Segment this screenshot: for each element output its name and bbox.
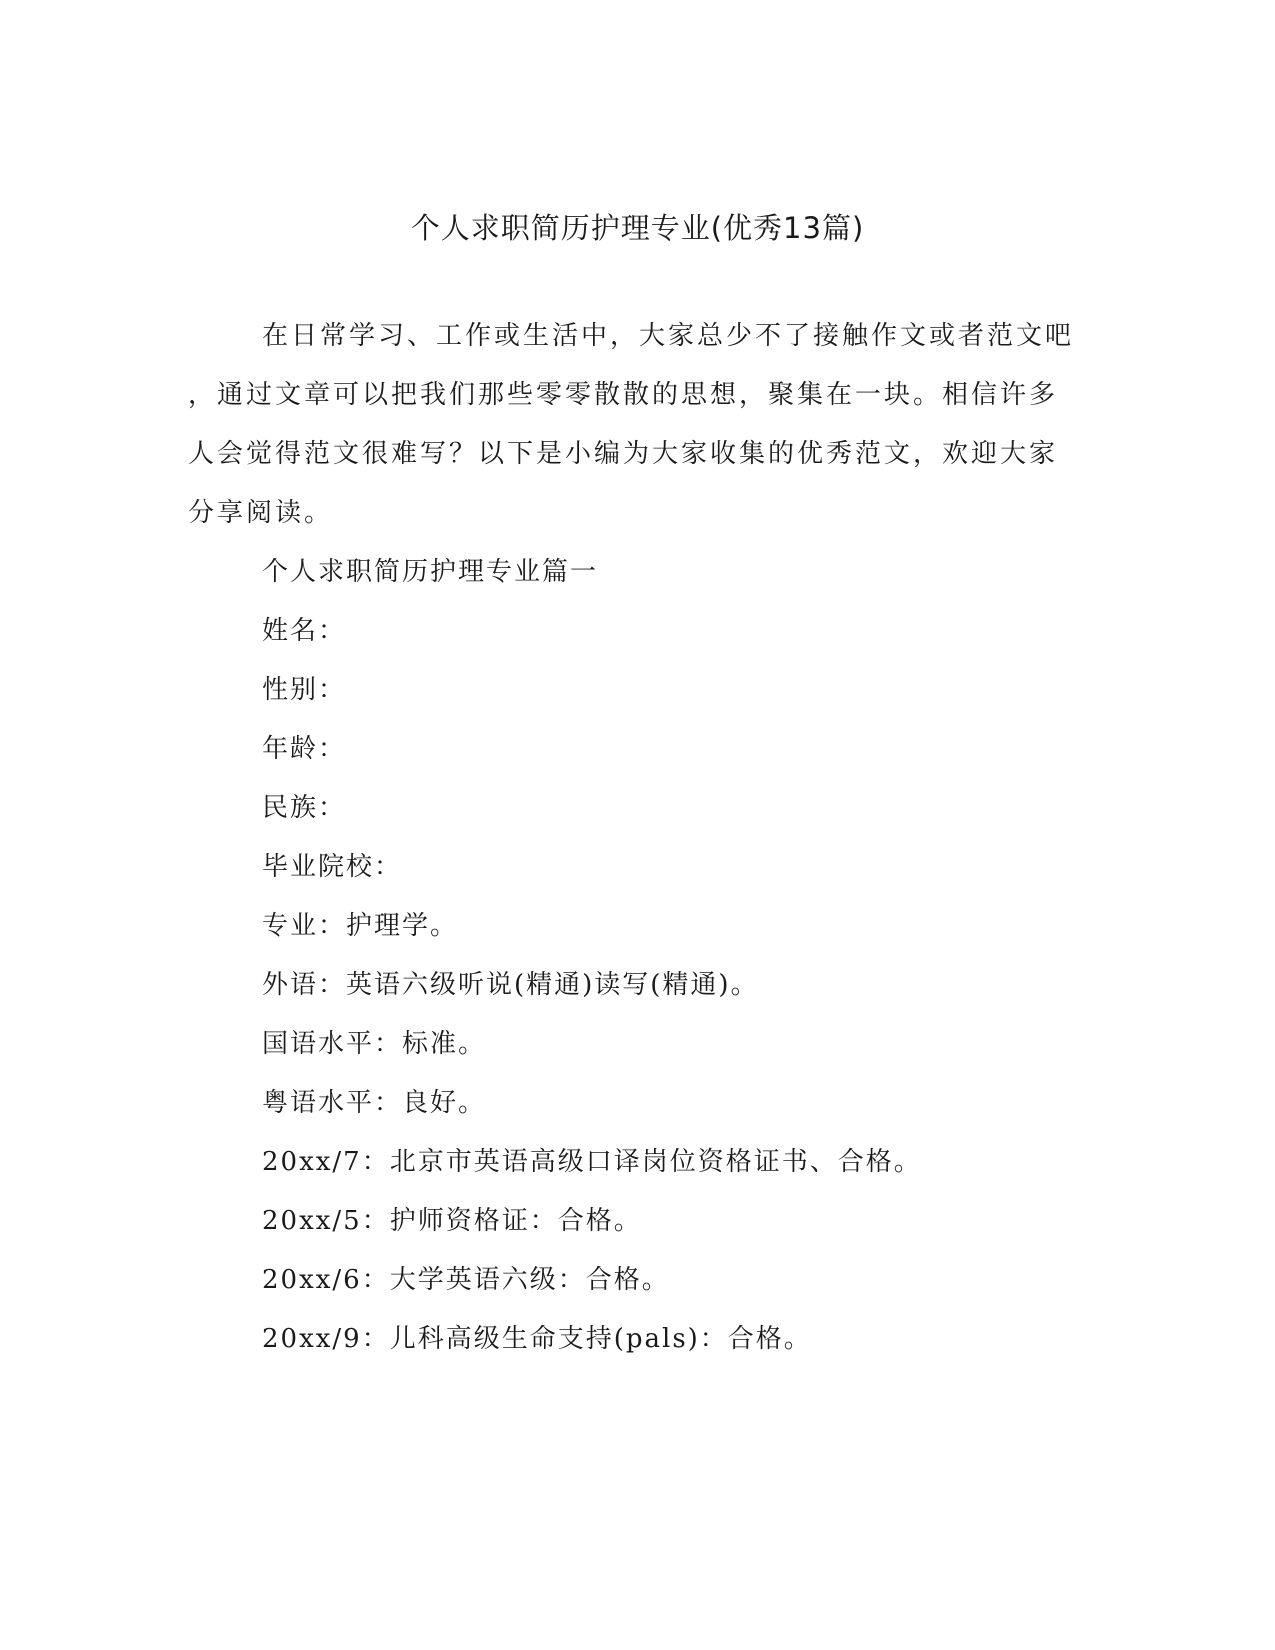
certificate-item: 20xx/9：儿科高级生命支持(pals)：合格。 [262,1324,812,1354]
field-cantonese: 粤语水平：良好。 [262,1088,487,1118]
intro-line: ，通过文章可以把我们那些零零散散的思想，聚集在一块。相信许多 [188,380,1059,410]
intro-line: 在日常学习、工作或生活中，大家总少不了接触作文或者范文吧 [262,321,1075,351]
document-title: 个人求职简历护理专业(优秀13篇) [410,211,865,245]
certificate-item: 20xx/6：大学英语六级：合格。 [262,1265,670,1295]
certificate-item: 20xx/7：北京市英语高级口译岗位资格证书、合格。 [262,1147,922,1177]
field-name: 姓名： [262,616,347,646]
field-foreign-language: 外语：英语六级听说(精通)读写(精通)。 [262,970,759,1000]
field-gender: 性别： [262,675,347,705]
field-school: 毕业院校： [262,852,403,882]
section-heading: 个人求职简历护理专业篇一 [262,557,599,587]
resume-list [262,0,1162,1650]
field-major: 专业：护理学。 [262,911,459,941]
field-age: 年龄： [262,734,347,764]
intro-line: 人会觉得范文很难写？以下是小编为大家收集的优秀范文，欢迎大家 [188,439,1059,469]
field-mandarin: 国语水平：标准。 [262,1029,487,1059]
certificate-item: 20xx/5：护师资格证：合格。 [262,1206,642,1236]
field-ethnicity: 民族： [262,793,347,823]
intro-line: 分享阅读。 [188,498,334,528]
